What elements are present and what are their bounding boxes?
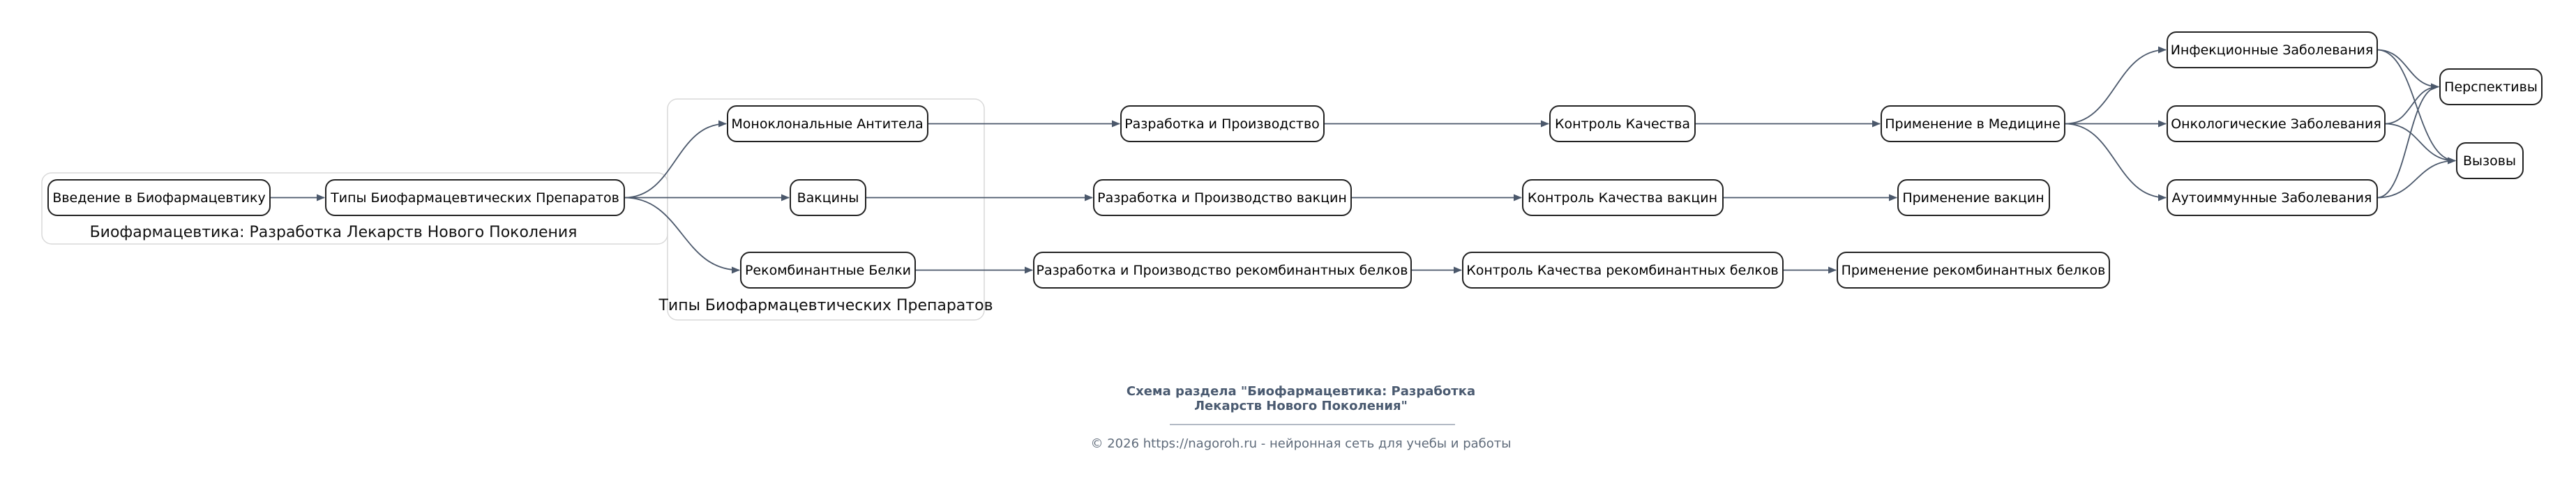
node-qc-mab-label: Контроль Качества (1554, 116, 1691, 132)
node-layer (48, 32, 2542, 288)
node-qc-vac-label: Контроль Качества вакцин (1527, 190, 1718, 206)
node-auto[interactable] (2167, 180, 2377, 215)
node-mab-label: Моноклональные Антитела (731, 116, 924, 132)
node-types[interactable] (326, 180, 624, 215)
node-persp[interactable] (2440, 69, 2542, 105)
node-app-rec[interactable] (1837, 252, 2109, 288)
node-recomb-label: Рекомбинантные Белки (744, 263, 912, 278)
node-types-label: Типы Биофармацевтических Препаратов (331, 190, 619, 206)
node-qc-rec[interactable] (1463, 252, 1783, 288)
node-intro[interactable] (48, 180, 270, 215)
edge-infect-to-chall (2377, 50, 2455, 161)
node-intro-label: Введение в Биофармацевтику (52, 190, 266, 206)
node-mab[interactable] (728, 106, 928, 142)
node-dev-mab[interactable] (1121, 106, 1324, 142)
edge-infect-to-persp (2377, 50, 2439, 87)
node-qc-vac[interactable] (1523, 180, 1723, 215)
edge-auto-to-persp (2377, 87, 2439, 198)
node-chall[interactable] (2457, 143, 2523, 178)
node-vaccines[interactable] (790, 180, 866, 215)
node-onco-label: Онкологические Заболевания (2171, 116, 2381, 132)
cluster-main-label: Биофармацевтика: Разработка Лекарств Нового Поколения (89, 224, 578, 241)
edge-onco-to-chall (2385, 124, 2455, 161)
node-dev-mab-label: Разработка и Производство (1124, 116, 1320, 132)
node-dev-vac[interactable] (1094, 180, 1351, 215)
footer-title-line1: Схема раздела "Биофармацевтика: Разработка (1126, 384, 1476, 399)
footer-title-line2: Лекарств Нового Поколения" (1194, 399, 1408, 413)
node-app-med-label: Применение в Медицине (1885, 116, 2061, 132)
node-infect[interactable] (2167, 32, 2377, 68)
node-auto-label: Аутоиммунные Заболевания (2171, 190, 2372, 206)
edge-app-med-to-infect (2065, 50, 2166, 124)
node-app-med[interactable] (1881, 106, 2065, 142)
node-infect-label: Инфекционные Заболевания (2170, 43, 2374, 58)
footer-copyright: © 2026 https://nagoroh.ru - нейронная сеть для учебы и работы (1090, 436, 1512, 451)
node-chall-label: Вызовы (2463, 153, 2516, 169)
footer (1090, 384, 1511, 451)
node-onco[interactable] (2167, 106, 2385, 142)
node-dev-rec-label: Разработка и Производство рекомбинантных белков (1036, 263, 1408, 278)
node-recomb[interactable] (741, 252, 915, 288)
edge-auto-to-chall (2377, 161, 2455, 198)
node-dev-vac-label: Разработка и Производство вакцин (1097, 190, 1347, 206)
node-qc-mab[interactable] (1550, 106, 1695, 142)
node-qc-rec-label: Контроль Качества рекомбинантных белков (1466, 263, 1779, 278)
node-vaccines-label: Вакцины (797, 190, 859, 206)
node-dev-rec[interactable] (1034, 252, 1411, 288)
node-app-rec-label: Применение рекомбинантных белков (1841, 263, 2106, 278)
node-app-vac-label: Применение вакцин (1902, 190, 2044, 206)
node-app-vac[interactable] (1898, 180, 2049, 215)
node-persp-label: Перспективы (2444, 79, 2538, 95)
cluster-types-label: Типы Биофармацевтических Препаратов (658, 297, 993, 314)
edge-app-med-to-auto (2065, 124, 2166, 198)
